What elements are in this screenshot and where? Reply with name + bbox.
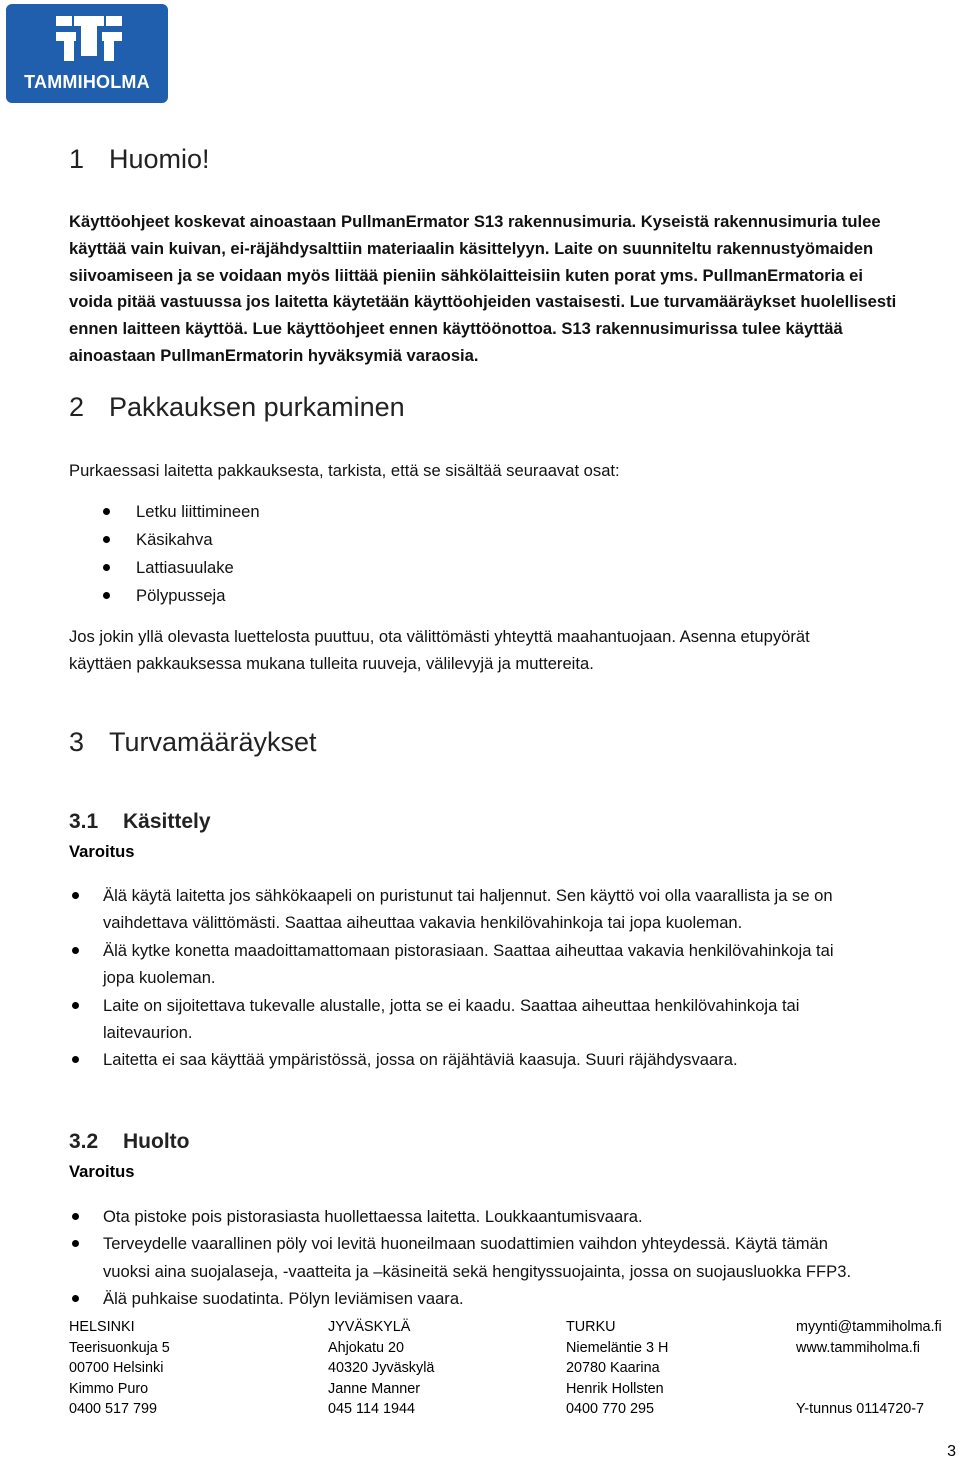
footer-line: TURKU xyxy=(566,1319,616,1335)
heading-title: Huomio! xyxy=(109,144,210,174)
notice-line: ainoastaan PullmanErmatorin hyväksymiä varaosia. xyxy=(69,345,479,365)
list-item: Käsikahva xyxy=(136,527,260,555)
maintenance-warnings-list xyxy=(103,1203,943,1313)
list-item: Pölypusseja xyxy=(136,583,260,611)
footer-line: 0400 770 295 xyxy=(566,1401,655,1417)
heading-pakkauksen-purkaminen xyxy=(69,392,405,423)
footer-turku xyxy=(566,1317,668,1420)
item-line: Terveydelle vaarallinen pöly voi levitä huoneilmaan suodattimien vaihdon yhteydessä. Käytä tämän xyxy=(103,1234,829,1254)
list-item: Letku liittimineen xyxy=(136,499,260,527)
footer-line: Janne Manner xyxy=(328,1380,421,1397)
heading-number: 1 xyxy=(69,144,85,174)
item-line: vaihdettava välittömästi. Saattaa aiheuttaa vakavia henkilövahinkoja tai jopa kuoleman. xyxy=(103,913,743,933)
warning-label: Varoitus xyxy=(69,1162,135,1181)
page-number: 3 xyxy=(947,1443,956,1460)
notice-paragraph xyxy=(69,209,959,370)
footer-jyvaskyla xyxy=(328,1317,434,1420)
item-line: Laitetta ei saa käyttää ympäristössä, jossa on räjähtäviä kaasuja. Suuri räjähdysvaara. xyxy=(103,1050,738,1070)
footer-line: 045 114 1944 xyxy=(328,1401,415,1417)
logo-text: TAMMIHOLMA xyxy=(24,72,150,92)
subheading-title: Huolto xyxy=(123,1130,190,1153)
item-line: jopa kuoleman. xyxy=(103,968,216,988)
heading-title: Turvamääräykset xyxy=(109,727,317,757)
notice-line: käyttää vain kuivan, ei-räjähdysalttiin materiaalin käsittelyyn. Laite on suunniteltu rakennustyömaiden xyxy=(69,238,874,258)
list-item xyxy=(103,1230,943,1285)
footer-line: HELSINKI xyxy=(69,1319,135,1335)
warning-label: Varoitus xyxy=(69,842,135,861)
list-item xyxy=(103,882,943,937)
parts-list xyxy=(136,499,260,611)
footer-contact xyxy=(796,1317,942,1420)
list-item xyxy=(103,1203,943,1230)
list-item: Lattiasuulake xyxy=(136,555,260,583)
subheading-number: 3.2 xyxy=(69,1130,99,1153)
notice-line: ennen laitteen käyttöä. Lue käyttöohjeet ennen käyttöönottoa. S13 rakennusimurissa tulee käyttää xyxy=(69,319,843,339)
list-item xyxy=(103,937,943,992)
footer-line: 0400 517 799 xyxy=(69,1401,158,1417)
footer-line: Ahjokatu 20 xyxy=(328,1339,405,1356)
footer-line: 40320 Jyväskylä xyxy=(328,1360,435,1376)
subheading-huolto xyxy=(69,1130,189,1154)
company-logo xyxy=(6,4,168,103)
list-item xyxy=(103,992,943,1047)
notice-line: voida pitää vastuussa jos laitetta käytetään käyttöohjeiden vastaisesti. Lue turvamääräykset huolellisesti xyxy=(69,292,897,312)
heading-number: 3 xyxy=(69,727,85,757)
footer-line: Kimmo Puro xyxy=(69,1380,149,1397)
footer-line: 20780 Kaarina xyxy=(566,1360,660,1376)
subheading-number: 3.1 xyxy=(69,810,99,833)
footer-line: 00700 Helsinki xyxy=(69,1360,164,1376)
notice-line: Käyttöohjeet koskevat ainoastaan PullmanErmator S13 rakennusimuria. Kyseistä rakennusimuria tulee xyxy=(69,212,881,231)
heading-number: 2 xyxy=(69,392,85,422)
list-item xyxy=(103,1285,943,1312)
item-line: Älä puhkaise suodatinta. Pölyn leviämisen vaara. xyxy=(103,1289,464,1309)
footer-line: Niemeläntie 3 H xyxy=(566,1339,669,1356)
footer-line xyxy=(796,1358,942,1379)
item-line: Ota pistoke pois pistorasiasta huollettaessa laitetta. Loukkaantumisvaara. xyxy=(103,1207,643,1226)
subheading-title: Käsittely xyxy=(123,810,211,833)
heading-turvamaaraykset xyxy=(69,727,317,758)
paragraph-line: käyttäen pakkauksessa mukana tulleita ruuveja, välilevyjä ja muttereita. xyxy=(69,653,594,673)
footer-email[interactable]: myynti@tammiholma.fi xyxy=(796,1319,942,1335)
subheading-kasittely xyxy=(69,810,211,834)
footer-line: JYVÄSKYLÄ xyxy=(328,1319,411,1335)
heading-huomio xyxy=(69,144,210,175)
item-line: vuoksi aina suojalaseja, -vaatteita ja –käsineitä sekä hengityssuojainta, jossa on suojausluokka FFP3. xyxy=(103,1261,852,1281)
item-line: laitevaurion. xyxy=(103,1023,193,1043)
unpacking-intro: Purkaessasi laitetta pakkauksesta, tarkista, että se sisältää seuraavat osat: xyxy=(69,461,620,480)
handling-warnings-list xyxy=(103,882,943,1074)
footer-line: Teerisuonkuja 5 xyxy=(69,1339,170,1356)
item-line: Älä käytä laitetta jos sähkökaapeli on puristunut tai haljennut. Sen käyttö voi olla vaarallista ja se on xyxy=(103,886,833,905)
footer-helsinki xyxy=(69,1317,170,1420)
footer-line: Henrik Hollsten xyxy=(566,1380,664,1397)
item-line: Älä kytke konetta maadoittamattomaan pistorasiaan. Saattaa aiheuttaa vakavia henkilövahinkoja tai xyxy=(103,940,834,960)
item-line: Laite on sijoitettava tukevalle alustalle, jotta se ei kaadu. Saattaa aiheuttaa henkilövahinkoja tai xyxy=(103,995,800,1015)
footer-business-id: Y-tunnus 0114720-7 xyxy=(796,1401,925,1417)
logo-mark-icon xyxy=(54,12,124,70)
heading-title: Pakkauksen purkaminen xyxy=(109,392,405,422)
notice-line: siivoamiseen ja se voidaan myös liittää pieniin sähkölaitteisiin kuten porat yms. PullmanErmatoria ei xyxy=(69,265,864,285)
list-item xyxy=(103,1046,943,1073)
paragraph-line: Jos jokin yllä olevasta luettelosta puuttuu, ota välittömästi yhteyttä maahantuojaan. Asenna etupyörät xyxy=(69,627,810,646)
footer-website[interactable]: www.tammiholma.fi xyxy=(796,1339,920,1356)
footer-line xyxy=(796,1379,942,1400)
missing-parts-paragraph xyxy=(69,624,949,677)
